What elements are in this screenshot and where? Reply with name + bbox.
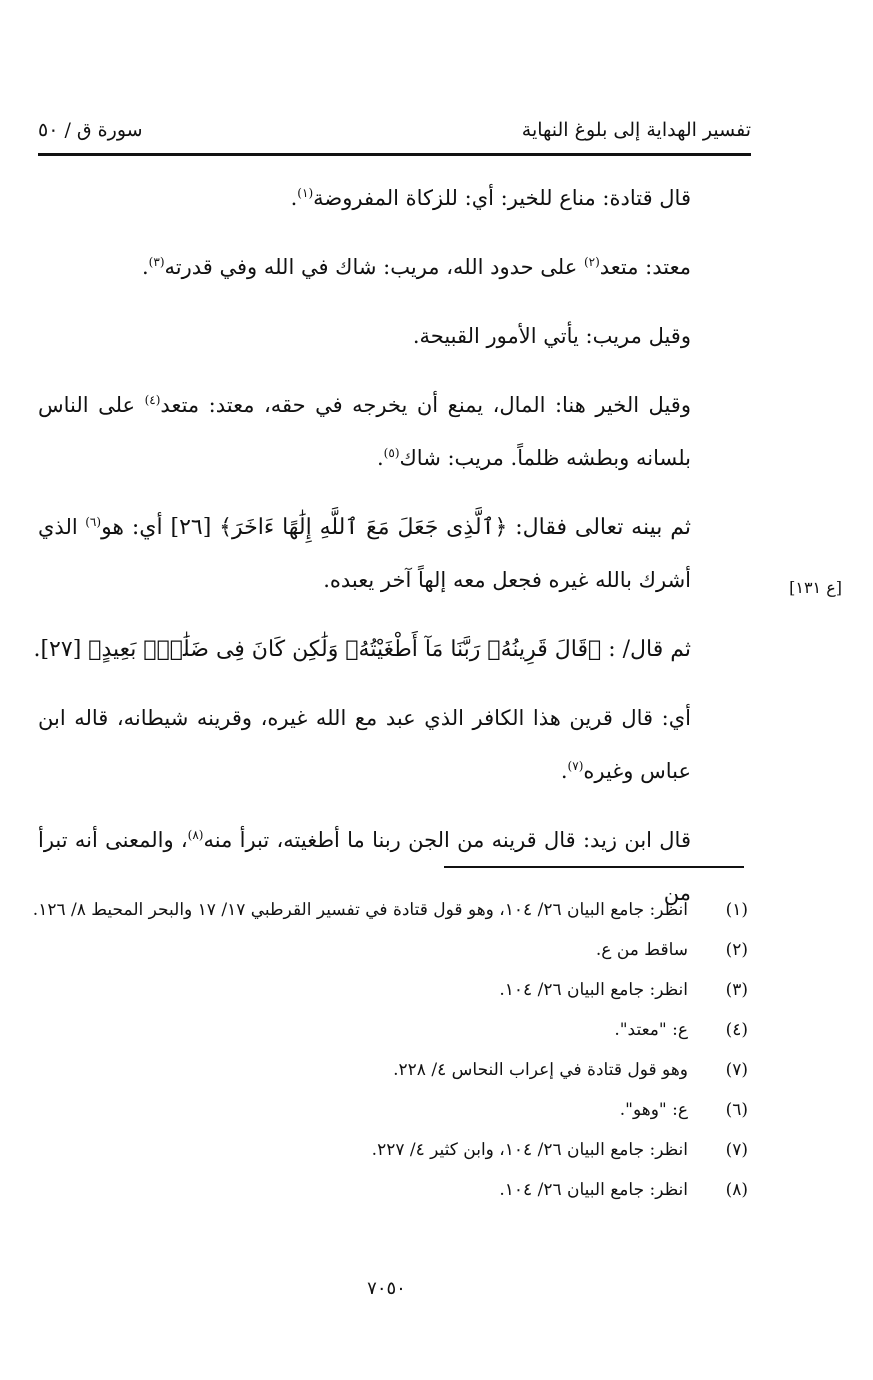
paragraph-4: وقيل الخير هنا: المال، يمنع أن يخرجه في حقه، معتد: متعد$^{(٤)}$ على الناس بلسانه وبطشه ظلماً. مريب: شاك$^{(٥)}$. xyxy=(38,393,691,470)
footnote-item xyxy=(30,930,748,970)
footnote-ref: (٤) xyxy=(144,393,161,407)
paragraph-1: قال قتادة: مناع للخير: أي: للزكاة المفروضة$^{(١)}$. xyxy=(290,186,691,210)
footnote-ref: (٥) xyxy=(383,446,400,460)
paragraph-5: ثم بينه تعالى فقال: ﴿ٱلَّذِى جَعَلَ مَعَ ٱللَّهِ إِلَٰهًا ءَاخَرَ﴾ [٢٦] أي: هو$^{(٦)}$ الذي أشرك بالله غيره فجعل معه إلهاً آخر يعبده. xyxy=(38,515,691,592)
paragraph-2: معتد: متعد$^{(٢)}$ على حدود الله، مريب: شاك في الله وفي قدرته$^{(٣)}$. xyxy=(141,255,691,279)
quran-verse-27: ثم قال/ : ﴿قَالَ قَرِينُهُۥ رَبَّنَا مَآ أَطْغَيْتُهُۥ وَلَٰكِن كَانَ فِى ضَلَٰلٍۭ بَعِيدٍ﴾ [٢٧]. xyxy=(33,637,691,662)
main-text xyxy=(33,172,751,936)
footnote-text: ساقط من ع. xyxy=(595,940,688,960)
page-number: ٧٠٥٠ xyxy=(367,1278,406,1299)
footnote-number: (٦) xyxy=(725,1100,748,1120)
running-header xyxy=(38,112,751,148)
footnote-item xyxy=(30,1090,748,1130)
footnote-text: وهو قول قتادة في إعراب النحاس ٤/ ٢٢٨. xyxy=(393,1060,688,1080)
book-title: تفسير الهداية إلى بلوغ النهاية xyxy=(521,119,751,141)
paragraph-6 xyxy=(33,623,751,676)
footnote-text: انظر: جامع البيان ٢٦/ ١٠٤. xyxy=(499,1180,688,1200)
surah-label: سورة ق / ٥٠ xyxy=(38,119,143,141)
footnote-number: (٤) xyxy=(725,1020,748,1040)
footnote-separator xyxy=(444,866,744,868)
manuscript-folio-note: [ع ١٣١] xyxy=(789,578,842,597)
footnote-ref: (٨) xyxy=(187,828,204,842)
footnotes xyxy=(30,890,748,1210)
footnote-ref: (٣) xyxy=(148,255,165,269)
footnote-number: (٧) xyxy=(725,1140,748,1160)
paragraph-3: وقيل مريب: يأتي الأمور القبيحة. xyxy=(412,324,691,348)
footnote-number: (٧) xyxy=(725,1060,748,1080)
footnote-text: انظر: جامع البيان ٢٦/ ١٠٤. xyxy=(499,980,688,1000)
quran-verse-26: ثم بينه تعالى فقال: ﴿ٱلَّذِى جَعَلَ مَعَ ٱللَّهِ إِلَٰهًا ءَاخَرَ﴾ [٢٦] أي: هو xyxy=(101,515,691,540)
footnote-number: (٣) xyxy=(725,980,748,1000)
footnote-text: انظر: جامع البيان ٢٦/ ١٠٤، وابن كثير ٤/ ٢٢٧. xyxy=(371,1140,688,1160)
footnote-item xyxy=(30,1010,748,1050)
footnote-item xyxy=(30,1050,748,1090)
footnote-ref: (٢) xyxy=(583,255,600,269)
footnote-ref: (٦) xyxy=(85,515,102,529)
header-rule xyxy=(38,153,751,156)
footnote-number: (٨) xyxy=(725,1180,748,1200)
footnote-text: ع: "معتد". xyxy=(614,1020,688,1040)
footnote-ref: (٧) xyxy=(567,759,584,773)
paragraph-7: أي: قال قرين هذا الكافر الذي عبد مع الله غيره، وقرينه شيطانه، قاله ابن عباس وغيره$^{(٧)}$. xyxy=(38,706,691,783)
footnote-item xyxy=(30,1170,748,1210)
footnote-text: ع: "وهو". xyxy=(619,1100,688,1120)
footnote-item xyxy=(30,1130,748,1170)
footnote-item xyxy=(30,970,748,1010)
footnote-number: (١) xyxy=(725,900,748,920)
footnote-ref: (١) xyxy=(297,186,314,200)
footnote-text: انظر: جامع البيان ٢٦/ ١٠٤، وهو قول قتادة في تفسير القرطبي ١٧/ ١٧ والبحر المحيط ٨/ ١٢٦. xyxy=(32,900,688,920)
paragraph-8: قال ابن زيد: قال قرينه من الجن ربنا ما أطغيته، تبرأ منه$^{(٨)}$، والمعنى أنه تبرأ من xyxy=(38,828,691,905)
footnote-item xyxy=(30,890,748,930)
footnote-number: (٢) xyxy=(725,940,748,960)
